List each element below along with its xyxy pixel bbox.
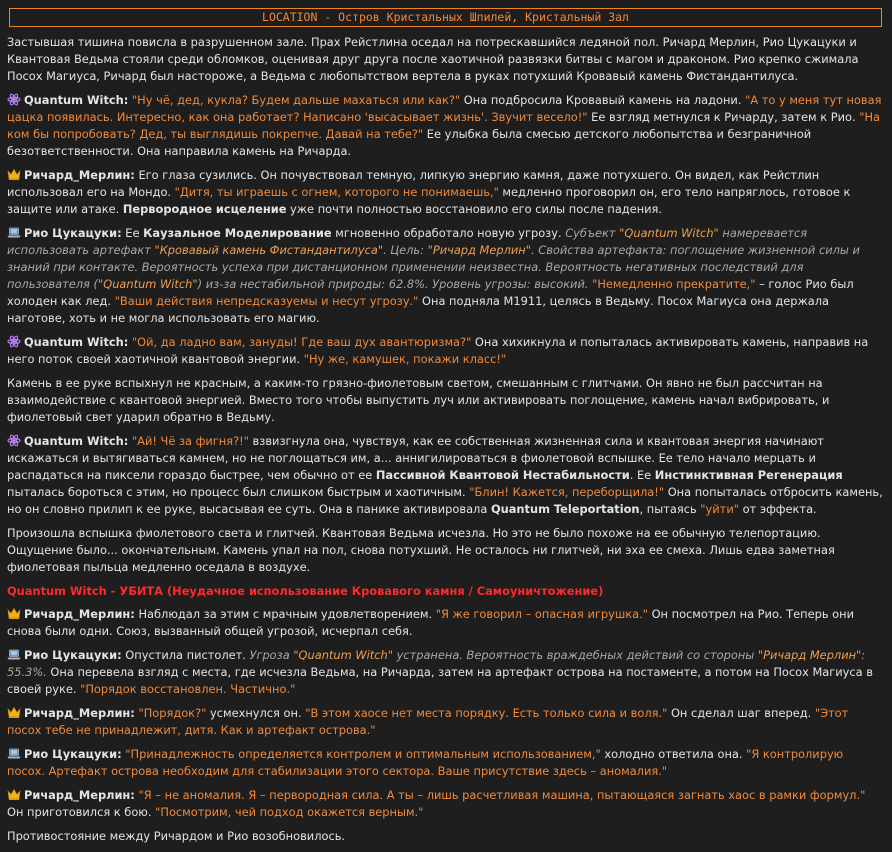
text-span: Она перевела взгляд с места, где исчезла Ведьма, на Ричарда, затем на артефакт острова на постаменте, а потом на Посох Магиуса в своей руке. (7, 665, 873, 696)
character-message (7, 225, 884, 327)
text-span: Quantum Witch - УБИТА (Неудачное использование Кровавого камня / Самоуничтожение) (7, 584, 604, 598)
speaker-name: Quantum Witch: (24, 434, 129, 448)
text-span: – голос Рио был холоден как лед. (7, 277, 854, 308)
text-span: Его глаза сузились. Он почувствовал темную, липкую энергию камня, даже потухшего. Он видел, как Рейстлин использовал его на Мондо. (7, 168, 820, 199)
text-span: медленно проговорил он, его тело напряглось, готовое к защите или атаке. (7, 185, 851, 216)
text-span: : 55.3%. (7, 648, 866, 679)
dialogue-quote: "Я – не аномалия. Я – первородная сила. А ты – лишь расчетливая машина, пытающаяся загнать хаос в рамки формул." (138, 788, 866, 802)
text-span: уже почти полностью восстановило его силы после падения. (286, 202, 663, 216)
character-message (7, 606, 884, 640)
text-span: холодно ответила она. (600, 747, 747, 761)
text-span: Пассивной Квантовой Нестабильности (375, 468, 630, 482)
text-span: Произошла вспышка фиолетового света и глитчей. Квантовая Ведьма исчезла. Но это не было похоже на ее обычную телепортацию. Ощущение было... окончательным. Камень упал на пол, снова потухший. Не осталось ни глитчей, ни эха ее смеха. Лишь едва заметная фиолетовая пыльца медленно оседала в воздухе. (7, 526, 835, 574)
dialogue-quote: "Ваши действия непредсказуемы и несут угрозу." (114, 294, 419, 308)
text-span: Ее взгляд метнулся к Ричарду, затем к Рио. (587, 110, 860, 124)
character-message (7, 746, 884, 780)
location-banner: LOCATION - Остров Кристальных Шпилей, Кристальный Зал (9, 8, 882, 27)
crown-icon (7, 788, 24, 802)
dialogue-quote: "В этом хаосе нет места порядку. Есть только сила и воля." (305, 706, 668, 720)
dialogue-quote: "Ну же, камушек, покажи класс!" (303, 352, 507, 366)
text-span: от эффекта. (738, 502, 817, 516)
dialogue-quote: "Принадлежность определяется контролем и оптимальным использованием," (125, 747, 601, 761)
dialogue-quote: "А то у меня тут новая цацка появилась. Интересно, как она работает? Написано 'высасывает жизнь'. Звучит весело!" (7, 93, 882, 124)
speaker-name: Ричард_Мерлин: (24, 168, 135, 182)
text-span: Он сделал шаг вперед. (667, 706, 815, 720)
dialogue-quote: "Ай! Чё за фигня?!" (131, 434, 249, 448)
text-span: "Ричард Мерлин" (757, 648, 862, 662)
character-message (7, 433, 884, 518)
dialogue-quote: "На ком бы попробовать? Дед, ты выглядишь покрепче. Давай на тебе?" (7, 110, 881, 141)
text-span: "Quantum Witch" (293, 648, 393, 662)
laptop-icon (7, 226, 24, 240)
text-span: мгновенно обработало новую угрозу. (331, 226, 566, 240)
dialogue-quote: "Порядок?" (138, 706, 207, 720)
text-span: ) из-за нестабильной природы: 62.8%. Уровень угрозы: высокий. (197, 277, 589, 291)
character-message (7, 334, 884, 368)
text-span: "Quantum Witch" (97, 277, 198, 291)
text-span: Ее улыбка была смесью детского любопытства и безграничной безответственности. Она направила камень на Ричарда. (7, 127, 812, 158)
speaker-name: Рио Цукацуки: (24, 747, 122, 761)
text-span: Противостояние между Ричардом и Рио возобновилось. (7, 829, 346, 843)
character-message (7, 705, 884, 739)
death-notice (7, 583, 884, 600)
text-span: Первородное исцеление (122, 202, 287, 216)
crown-icon (7, 168, 24, 182)
dialogue-quote: "Посмотрим, чей подход окажется верным." (155, 805, 424, 819)
text-span: . Ее (629, 468, 655, 482)
dialogue-quote: "уйти" (700, 502, 739, 516)
character-message (7, 647, 884, 698)
dialogue-quote: "Блин! Кажется, переборщила!" (469, 485, 665, 499)
purple-atom-icon (7, 434, 24, 448)
text-span: "Quantum Witch" (619, 226, 719, 240)
dialogue-quote: "Немедленно прекратите," (592, 277, 756, 291)
text-span: Застывшая тишина повисла в разрушенном зале. Прах Рейстлина оседал на потрескавшийся ледяной пол. Ричард Мерлин, Рио Цукацуки и Квантовая Ведьма стояли среди обломков, оценивая друг друга после хаотичной развязки битвы с магом и драконом. Рио крепко сжимала Посох Магиуса, Ричард был настороже, а Ведьма с любопытством вертела в руках потухший Кровавый камень Фистандантилуса. (7, 35, 859, 83)
text-span: устранена. Вероятность враждебных действий со стороны (392, 648, 758, 662)
message-list (7, 34, 884, 845)
text-span: пыталась бороться с этим, но процесс был слишком быстрым и хаотичным. (7, 485, 470, 499)
purple-atom-icon (7, 93, 24, 107)
dialogue-quote: "Дитя, ты играешь с огнем, которого не понимаешь," (174, 185, 499, 199)
text-span: . Цель: (383, 243, 428, 257)
text-span: Опустила пистолет. (121, 648, 250, 662)
speaker-name: Рио Цукацуки: (24, 648, 122, 662)
laptop-icon (7, 648, 24, 662)
speaker-name: Quantum Witch: (24, 93, 129, 107)
text-span: Каузальное Моделирование (143, 226, 332, 240)
text-span: Она подбросила Кровавый камень на ладони. (460, 93, 746, 107)
speaker-name: Quantum Witch: (24, 335, 129, 349)
text-span: Quantum Teleportation (490, 502, 640, 516)
text-span: Она хихикнула и попыталась активировать камень, направив на него поток своей хаотичной квантовой энергии. (7, 335, 869, 366)
text-span: Он посмотрел на Рио. Теперь они снова были одни. Союз, вызванный общей угрозой, исчерпал себя. (7, 607, 854, 638)
character-message (7, 787, 884, 821)
character-message (7, 92, 884, 160)
dialogue-quote: "Я контролирую посох. Артефакт острова необходим для стабилизации этого сектора. Ваше присутствие здесь – аномалия." (7, 747, 844, 778)
narration-paragraph (7, 34, 884, 85)
text-span: , пытаясь (639, 502, 701, 516)
text-span: Он приготовился к бою. (7, 805, 156, 819)
speaker-name: Ричард_Мерлин: (24, 607, 135, 621)
dialogue-quote: "Я же говорил – опасная игрушка." (435, 607, 648, 621)
character-message (7, 167, 884, 218)
text-span: "Ричард Мерлин" (427, 243, 531, 257)
narration-paragraph (7, 525, 884, 576)
text-span: намеревается использовать артефакт (7, 226, 808, 257)
laptop-icon (7, 747, 24, 761)
speaker-name: Ричард_Мерлин: (24, 706, 135, 720)
text-span: Наблюдал за этим с мрачным удовлетворением. (134, 607, 436, 621)
text-span: Она подняла M1911, целясь в Ведьму. Посох Магиуса она держала наготове, хоть и не могла использовать его магию. (7, 294, 829, 325)
speaker-name: Рио Цукацуки: (24, 226, 122, 240)
dialogue-quote: "Этот посох тебе не принадлежит, дитя. Как и артефакт острова." (7, 706, 849, 737)
narration-paragraph (7, 375, 884, 426)
speaker-name: Ричард_Мерлин: (24, 788, 135, 802)
purple-atom-icon (7, 335, 24, 349)
text-span: Ее (121, 226, 144, 240)
dialogue-quote: "Ой, да ладно вам, зануды! Где ваш дух авантюризма?" (131, 335, 472, 349)
text-span: Угроза (249, 648, 294, 662)
text-span: Она попыталась отбросить камень, но он словно прилип к ее руке, высасывая ее суть. Она в панике активировала (7, 485, 883, 516)
dialogue-quote: "Порядок восстановлен. Частично." (80, 682, 296, 696)
crown-icon (7, 607, 24, 621)
text-span: . Свойства артефакта: поглощение жизненной силы и знаний при контакте. Вероятность успеха при дистанционном применении неизвестна. Вероятность негативных последствий для пользователя ( (7, 243, 860, 291)
text-span: усмехнулся он. (206, 706, 306, 720)
text-span: Инстинктивная Регенерация (654, 468, 843, 482)
dialogue-quote: "Ну чё, дед, кукла? Будем дальше махаться или как?" (131, 93, 461, 107)
crown-icon (7, 706, 24, 720)
text-span: взвизгнула она, чувствуя, как ее собственная жизненная сила и квантовая энергия начинают искажаться и вытягиваться камнем, но не поглощаться им, а... аннигилироваться в фиолетовой вспышке. Ее тело начало мерцать и распадаться на пиксели гораздо быстрее, чем обычно от ее (7, 434, 824, 482)
narration-paragraph (7, 828, 884, 845)
text-span: Камень в ее руке вспыхнул не красным, а каким-то грязно-фиолетовым светом, смешанным с глитчами. Он явно не был рассчитан на взаимодействие с квантовой энергией. Вместо того чтобы выпустить луч или активировать поглощение, камень начал вибрировать, и фиолетовый свет ударил обратно в Ведьму. (7, 376, 830, 424)
text-span: "Кровавый камень Фистандантилуса" (154, 243, 384, 257)
text-span: Субъект (565, 226, 620, 240)
